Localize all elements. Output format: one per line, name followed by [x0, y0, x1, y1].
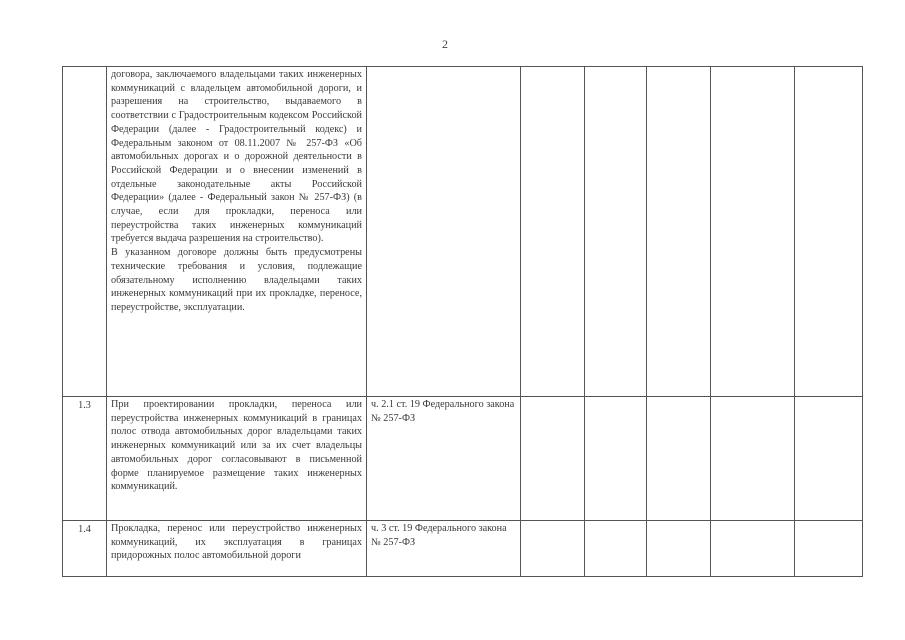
- row-number-cell: 1.4: [63, 521, 107, 577]
- row-number-cell: [63, 67, 107, 397]
- empty-cell: [521, 397, 585, 521]
- requirement-description-cell: [107, 521, 367, 577]
- legal-reference-cell: ч. 2.1 ст. 19 Федерального закона № 257-ФЗ: [367, 397, 521, 521]
- empty-cell: [711, 67, 795, 397]
- requirement-paragraph: договора, заключаемого владельцами таких инженерных коммуникаций с владельцем автомобильной дороги, и разрешения на строительство, выдаваемого в соответствии с Градостроительным кодексом Российской Федерации (далее - Градостроительный кодекс) и Федеральным законом от 08.11.2007 № 257-ФЗ «Об автомобильных дорогах и о дорожной деятельности в Российской Федерации и о внесении изменений в отдельные законодательные акты Российской Федерации» (далее - Федеральный закон № 257-ФЗ) (в случае, если для прокладки, переноса или переустройства таких инженерных коммуникаций требуется выдача разрешения на строительство).: [111, 69, 362, 245]
- empty-cell: [795, 67, 863, 397]
- empty-cell: [795, 521, 863, 577]
- table-row: [63, 67, 863, 397]
- empty-cell: [795, 397, 863, 521]
- requirements-table: [62, 66, 863, 577]
- page-number: 2: [442, 37, 448, 51]
- requirement-description-cell: [107, 67, 367, 397]
- row-number-cell: 1.3: [63, 397, 107, 521]
- requirement-paragraph: Прокладка, перенос или переустройство инженерных коммуникаций, их эксплуатация в границах придорожных полос автомобильной дороги: [111, 523, 362, 562]
- empty-cell: [647, 397, 711, 521]
- empty-cell: [521, 67, 585, 397]
- empty-cell: [711, 521, 795, 577]
- table-row: [63, 521, 863, 577]
- legal-reference-cell: [367, 67, 521, 397]
- requirement-description-cell: [107, 397, 367, 521]
- empty-cell: [585, 67, 647, 397]
- empty-cell: [647, 67, 711, 397]
- empty-cell: [521, 521, 585, 577]
- empty-cell: [585, 521, 647, 577]
- requirement-paragraph: При проектировании прокладки, переноса или переустройства инженерных коммуникаций в границах полос отвода автомобильных дорог владельцами таких инженерных коммуникаций или за их счет владельцы автомобильных дорог согласовывают в письменной форме планируемое размещение таких инженерных коммуникаций.: [111, 399, 362, 493]
- legal-reference-cell: ч. 3 ст. 19 Федерального закона № 257-ФЗ: [367, 521, 521, 577]
- empty-cell: [647, 521, 711, 577]
- empty-cell: [585, 397, 647, 521]
- empty-cell: [711, 397, 795, 521]
- table-row: [63, 397, 863, 521]
- requirement-paragraph: В указанном договоре должны быть предусмотрены технические требования и условия, подлежащие обязательному исполнению владельцами таких инженерных коммуникаций при их прокладке, переносе, переустройстве, эксплуатации.: [111, 247, 362, 313]
